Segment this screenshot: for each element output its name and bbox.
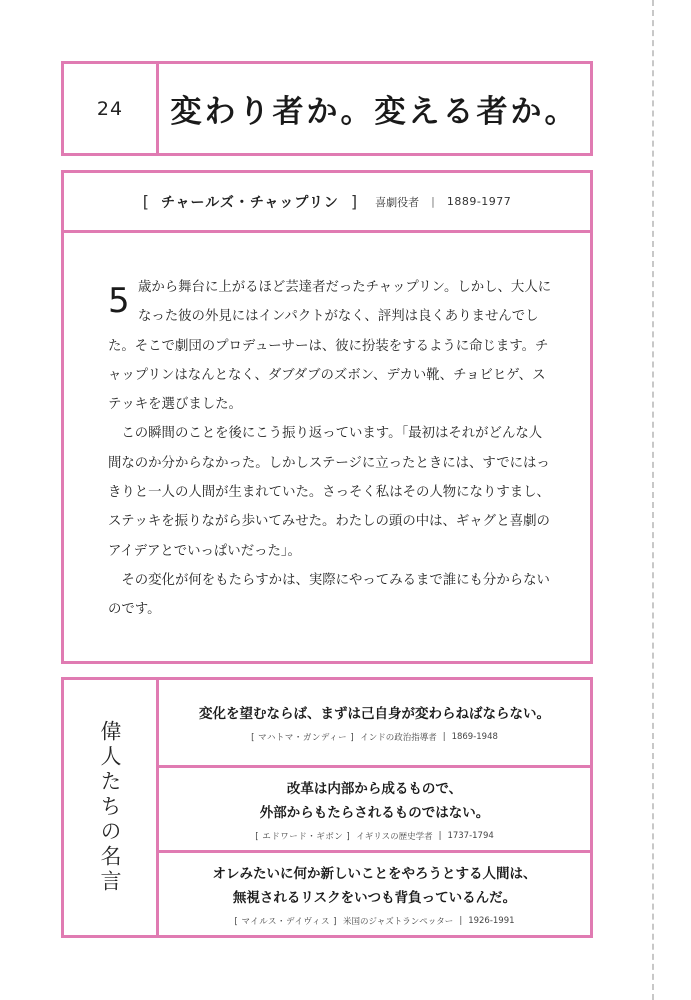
quotes-section-label: 偉人たちの名言 xyxy=(98,720,122,895)
paragraph-3: その変化が何をもたらすかは、実際にやってみるまで誰にも分からないのです。 xyxy=(108,572,550,618)
article-panel xyxy=(61,170,593,664)
quote-item xyxy=(159,768,590,853)
bracket-open: [ xyxy=(142,192,149,211)
quotes-label-cell xyxy=(64,680,159,935)
quote-author-role: 米国のジャズトランペッター xyxy=(342,916,454,927)
article-body xyxy=(108,273,553,625)
quote-author-role: インドの政治指導者 xyxy=(360,733,437,743)
quote-attribution xyxy=(251,731,498,743)
person-separator: | xyxy=(431,195,435,208)
quote-item xyxy=(159,680,590,768)
drop-cap: 5 xyxy=(108,281,130,321)
paragraph-1 xyxy=(108,273,553,419)
quote-author: [ エドワード・ギボン ] xyxy=(255,831,351,842)
quote-attribution xyxy=(234,915,514,927)
page-number: 24 xyxy=(64,64,159,153)
quotes-panel xyxy=(61,677,593,938)
quote-text-line: 外部からもたらされるものではない。 xyxy=(259,804,490,821)
quote-text-line: オレみたいに何か新しいことをやろうとする人間は、 xyxy=(212,865,537,882)
quote-item xyxy=(159,853,590,935)
paragraph-2: この瞬間のことを後にこう振り返っています。「最初はそれがどんな人間なのか分からなかった。しかしステージに立ったときには、すでにはっきりと一人の人間が生まれていた。さっそく私はその人物になりすまし、ステッキを振りながら歩いてみせた。わたしの頭の中は、ギャグと喜劇のアイデアとでいっぱいだった」。 xyxy=(108,426,550,559)
chapter-header xyxy=(61,61,593,156)
paragraph-1-text: 歳から舞台に上がるほど芸達者だったチャップリン。しかし、大人になった彼の外見にはインパクトがなく、評判は良くありませんでした。そこで劇団のプロデューサーは、彼に扮装をするように命じます。チャップリンはなんとなく、ダブダブのズボン、デカい靴、チョビヒゲ、ステッキを選びました。 xyxy=(108,280,552,413)
quote-attribution xyxy=(255,830,494,842)
quote-author-years: 1869-1948 xyxy=(451,732,498,742)
quote-author-years: 1926-1991 xyxy=(468,915,515,926)
quote-separator: | xyxy=(459,915,463,926)
quote-author-years: 1737-1794 xyxy=(447,830,494,841)
quote-author: [ マイルス・デイヴィス ] xyxy=(234,916,337,927)
quote-separator: | xyxy=(438,830,442,841)
quote-text-line: 変化を望むならば、まずは己自身が変わらねばならない。 xyxy=(199,706,550,722)
quote-author-role: イギリスの歴史学者 xyxy=(356,831,433,842)
page-title: 変わり者か。変える者か。 xyxy=(170,94,579,130)
bracket-close: ] xyxy=(350,192,358,211)
quote-text-line: 改革は内部から成るもので、 xyxy=(286,780,463,797)
person-name: チャールズ・チャップリン xyxy=(160,194,339,211)
quote-author: [ マハトマ・ガンディー ] xyxy=(251,733,355,743)
person-info-row xyxy=(64,173,590,233)
page-edge-dashed-line xyxy=(652,0,654,1000)
person-role: 喜劇役者 xyxy=(375,195,420,209)
quote-text-line: 無視されるリスクをいつも背負っているんだ。 xyxy=(232,889,517,906)
quote-separator: | xyxy=(442,732,446,742)
person-years: 1889-1977 xyxy=(446,195,512,208)
